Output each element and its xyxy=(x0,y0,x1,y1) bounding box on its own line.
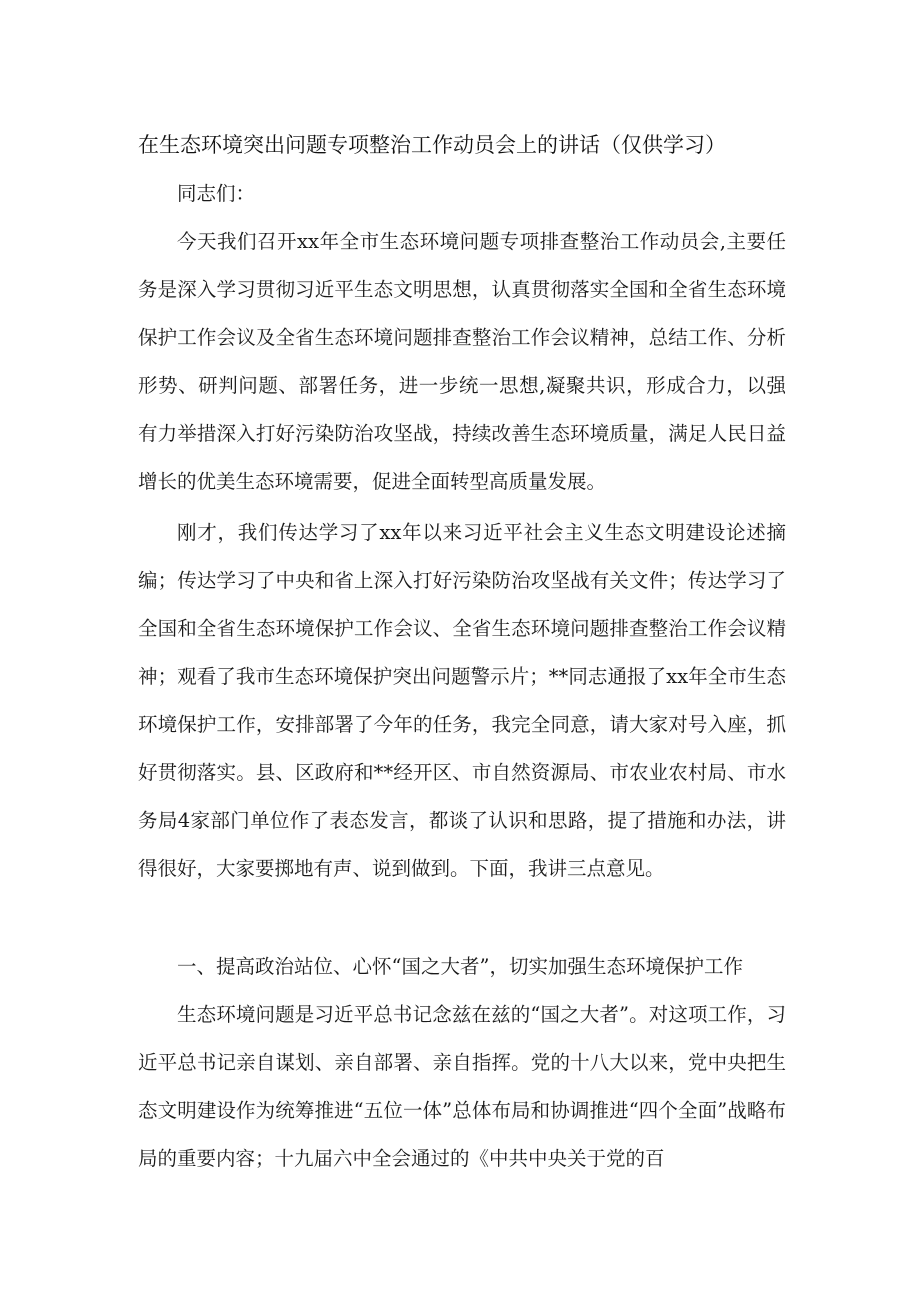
paragraph-1: 今天我们召开xx年全市生态环境问题专项排查整治工作动员会,主要任务是深入学习贯彻习近平生态文明思想，认真贯彻落实全国和全省生态环境保护工作会议及全省生态环境问题排查整治工作会议精神，总结工作、分析形势、研判问题、部署任务，进一步统一思想,凝聚共识，形成合力，以强有力举措深入打好污染防治攻坚战，持续改善生态环境质量，满足人民日益增长的优美生态环境需要，促进全面转型高质量发展。 xyxy=(138,230,786,493)
paragraph-3: 生态环境问题是习近平总书记念兹在兹的“国之大者”。对这项工作，习近平总书记亲自谋划、亲自部署、亲自指挥。党的十八大以来，党中央把生态文明建设作为统筹推进“五位一体”总体布局和协调推进“四个全面”战略布局的重要内容；十九届六中全会通过的《中共中央关于党的百 xyxy=(138,1003,786,1170)
salutation: 同志们： xyxy=(177,182,256,205)
document-title: 在生态环境突出问题专项整治工作动员会上的讲话（仅供学习） xyxy=(138,133,726,157)
section-heading-1: 一、提高政治站位、心怀“国之大者”，切实加强生态环境保护工作 xyxy=(177,955,743,978)
paragraph-2: 刚才，我们传达学习了xx年以来习近平社会主义生态文明建设论述摘编；传达学习了中央和省上深入打好污染防治攻坚战有关文件；传达学习了全国和全省生态环境保护工作会议、全省生态环境问题排查整治工作会议精神；观看了我市生态环境保护突出问题警示片；**同志通报了xx年全市生态环境保护工作，安排部署了今年的任务，我完全同意，请大家对号入座，抓好贯彻落实。县、区政府和**经开区、市自然资源局、市农业农村局、市水务局4家部门单位作了表态发言，都谈了认识和思路，提了措施和办法，讲得很好，大家要掷地有声、说到做到。下面，我讲三点意见。 xyxy=(138,521,786,880)
